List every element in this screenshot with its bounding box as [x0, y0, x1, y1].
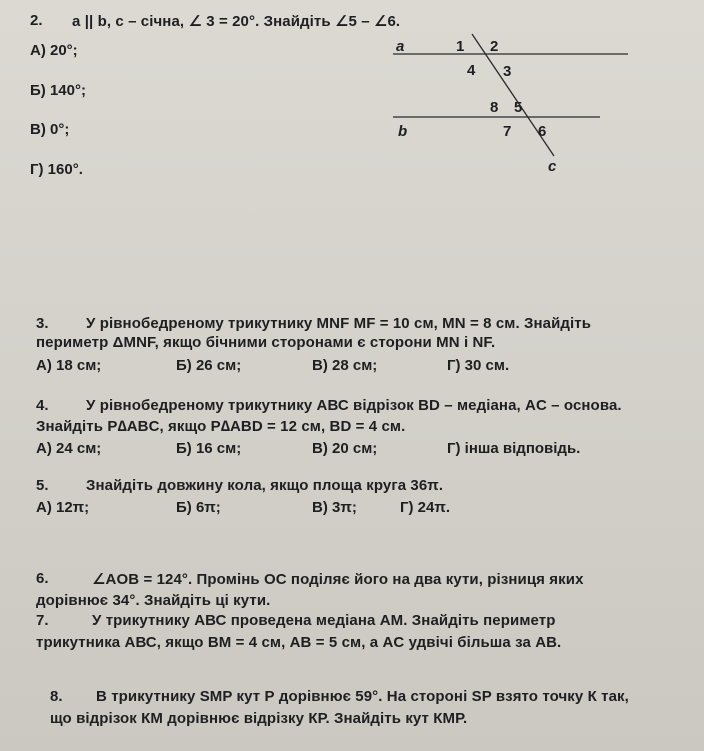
q2-option-b: Б) 140°;	[30, 82, 86, 99]
q3-option-c: В) 28 см;	[312, 357, 378, 374]
label-line-c: c	[548, 158, 557, 175]
q2-number: 2.	[30, 12, 43, 29]
q2-text: a || b, c – січна, ∠ 3 = 20°. Знайдіть ∠5 – ∠6.	[72, 13, 401, 30]
q5-number: 5.	[36, 477, 49, 494]
label-line-a: a	[396, 38, 405, 55]
q7-line1: У трикутнику АВС проведена медіана АМ. Знайдіть периметр	[92, 612, 556, 629]
q4-line1: У рівнобедреному трикутнику АВС відрізок BD – медіана, AC – основа.	[86, 397, 622, 414]
q2-option-d: Г) 160°.	[30, 161, 83, 178]
q6-line1: ∠AOB = 124°. Промінь OC поділяє його на два кути, різниця яких	[92, 571, 584, 588]
angle-label-5: 5	[514, 99, 523, 116]
q3-option-d: Г) 30 см.	[447, 357, 510, 374]
q8-number: 8.	[50, 688, 63, 705]
angle-label-1: 1	[456, 38, 465, 55]
q8-line1: В трикутнику SMP кут Р дорівнює 59°. На стороні SP взято точку К так,	[96, 688, 629, 705]
q6-line2: дорівнює 34°. Знайдіть ці кути.	[36, 592, 271, 609]
q4-option-b: Б) 16 см;	[176, 440, 242, 457]
q4-option-a: А) 24 см;	[36, 440, 102, 457]
q4-option-d: Г) інша відповідь.	[447, 440, 581, 457]
q2-option-c: В) 0°;	[30, 121, 70, 138]
q3-line1: У рівнобедреному трикутнику MNF MF = 10 см, MN = 8 см. Знайдіть	[86, 315, 592, 332]
q5-line1: Знайдіть довжину кола, якщо площа круга 36π.	[86, 477, 444, 494]
q8-line2: що відрізок КМ дорівнює відрізку КР. Знайдіть кут КМР.	[50, 710, 468, 727]
q7-line2: трикутника АВС, якщо BM = 4 см, AB = 5 см, а AC удвічі більша за АВ.	[36, 634, 562, 651]
q3-number: 3.	[36, 315, 49, 332]
q7-number: 7.	[36, 612, 49, 629]
angle-label-8: 8	[490, 99, 499, 116]
label-line-b: b	[398, 123, 408, 140]
q4-line2: Знайдіть P∆ABC, якщо P∆ABD = 12 см, BD = 4 см.	[36, 418, 406, 435]
q5-option-a: А) 12π;	[36, 499, 90, 516]
angle-label-2: 2	[490, 38, 499, 55]
q5-option-c: В) 3π;	[312, 499, 357, 516]
q3-line2: периметр ΔMNF, якщо бічними сторонами є сторони MN і NF.	[36, 334, 496, 351]
q4-option-c: В) 20 см;	[312, 440, 378, 457]
angle-label-7: 7	[503, 123, 512, 140]
angle-label-3: 3	[503, 63, 512, 80]
q5-option-b: Б) 6π;	[176, 499, 221, 516]
angle-label-6: 6	[538, 123, 547, 140]
q3-option-b: Б) 26 см;	[176, 357, 242, 374]
q3-option-a: А) 18 см;	[36, 357, 102, 374]
q2-option-a: А) 20°;	[30, 42, 78, 59]
angle-label-4: 4	[467, 62, 476, 79]
q6-number: 6.	[36, 570, 49, 587]
q5-option-d: Г) 24π.	[400, 499, 451, 516]
q4-number: 4.	[36, 397, 49, 414]
